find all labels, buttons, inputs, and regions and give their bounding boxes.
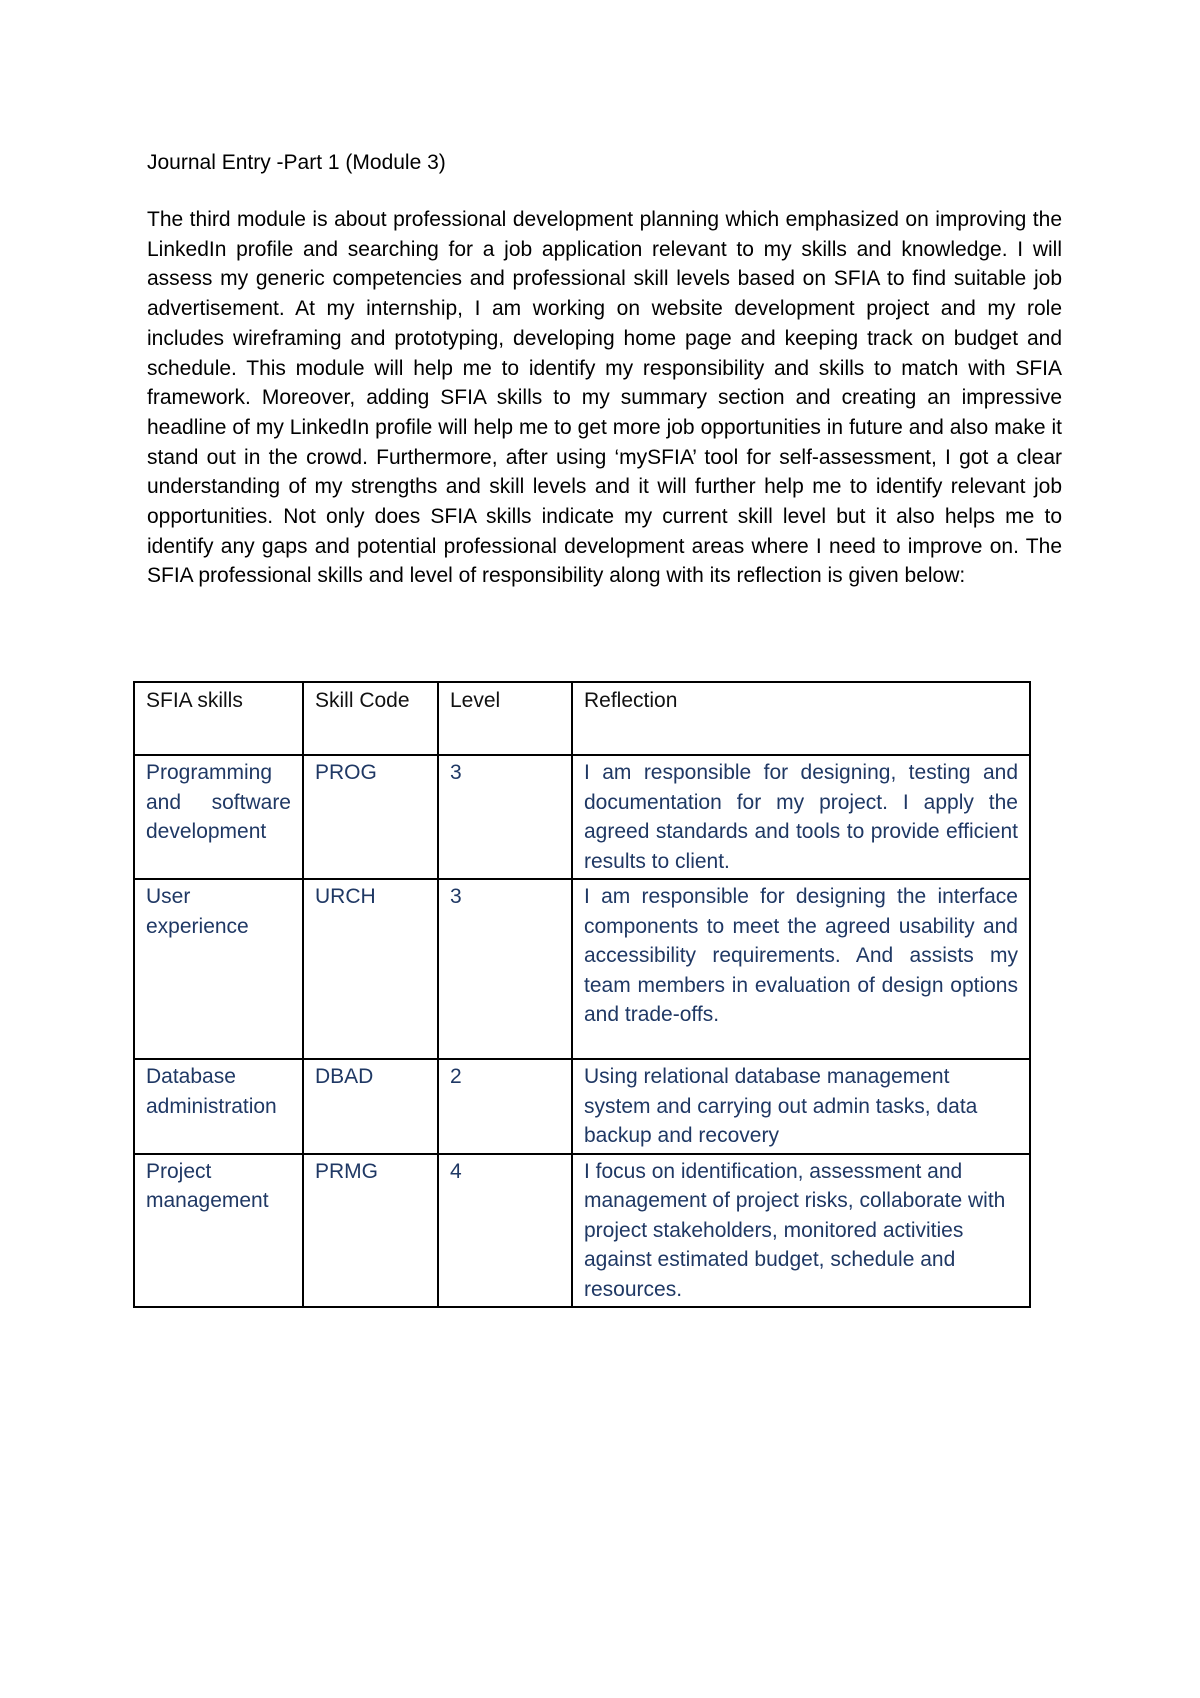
cell-skill: Database administration [134,1059,303,1154]
document-title: Journal Entry -Part 1 (Module 3) [147,151,446,174]
table-header-row [134,682,1030,755]
cell-reflection: I am responsible for designing the interface components to meet the agreed usability and accessibility requirements. And assists my team members in evaluation of design options and trade-offs. [572,879,1030,1059]
cell-reflection: Using relational database management system and carrying out admin tasks, data backup and recovery [572,1059,1030,1154]
body-paragraph: The third module is about professional development planning which emphasized on improving the LinkedIn profile and searching for a job application relevant to my skills and knowledge. I will assess my generic competencies and professional skill levels based on SFIA to find suitable job advertisement. At my internship, I am working on website development project and my role includes wireframing and prototyping, developing home page and keeping track on budget and schedule. This module will help me to identify my responsibility and skills to match with SFIA framework. Moreover, adding SFIA skills to my summary section and creating an impressive headline of my LinkedIn profile will help me to get more job opportunities in future and also make it stand out in the crowd. Furthermore, after using ‘mySFIA’ tool for self-assessment, I got a clear understanding of my strengths and skill levels and it will further help me to identify relevant job opportunities. Not only does SFIA skills indicate my current skill level but it also helps me to identify any gaps and potential professional development areas where I need to improve on. The SFIA professional skills and level of responsibility along with its reflection is given below: [147,208,1062,588]
header-reflection: Reflection [572,682,1030,755]
header-level: Level [438,682,572,755]
table-row [134,879,1030,1059]
cell-code: PRMG [303,1154,438,1308]
table-row [134,1059,1030,1154]
header-skill-code: Skill Code [303,682,438,755]
table-row [134,755,1030,879]
cell-skill: Project management [134,1154,303,1308]
cell-reflection: I focus on identification, assessment and management of project risks, collaborate with project stakeholders, monitored activities against estimated budget, schedule and resources. [572,1154,1030,1308]
table-row [134,1154,1030,1308]
cell-level: 3 [438,879,572,1059]
cell-level: 4 [438,1154,572,1308]
cell-reflection: I am responsible for designing, testing and documentation for my project. I apply the agreed standards and tools to provide efficient results to client. [572,755,1030,879]
cell-skill: User experience [134,879,303,1059]
sfia-table-container [133,681,1029,1308]
cell-level: 2 [438,1059,572,1154]
cell-level: 3 [438,755,572,879]
cell-code: PROG [303,755,438,879]
header-sfia-skills: SFIA skills [134,682,303,755]
cell-code: URCH [303,879,438,1059]
cell-code: DBAD [303,1059,438,1154]
sfia-skills-table [133,681,1031,1308]
cell-skill: Programming and software development [134,755,303,879]
